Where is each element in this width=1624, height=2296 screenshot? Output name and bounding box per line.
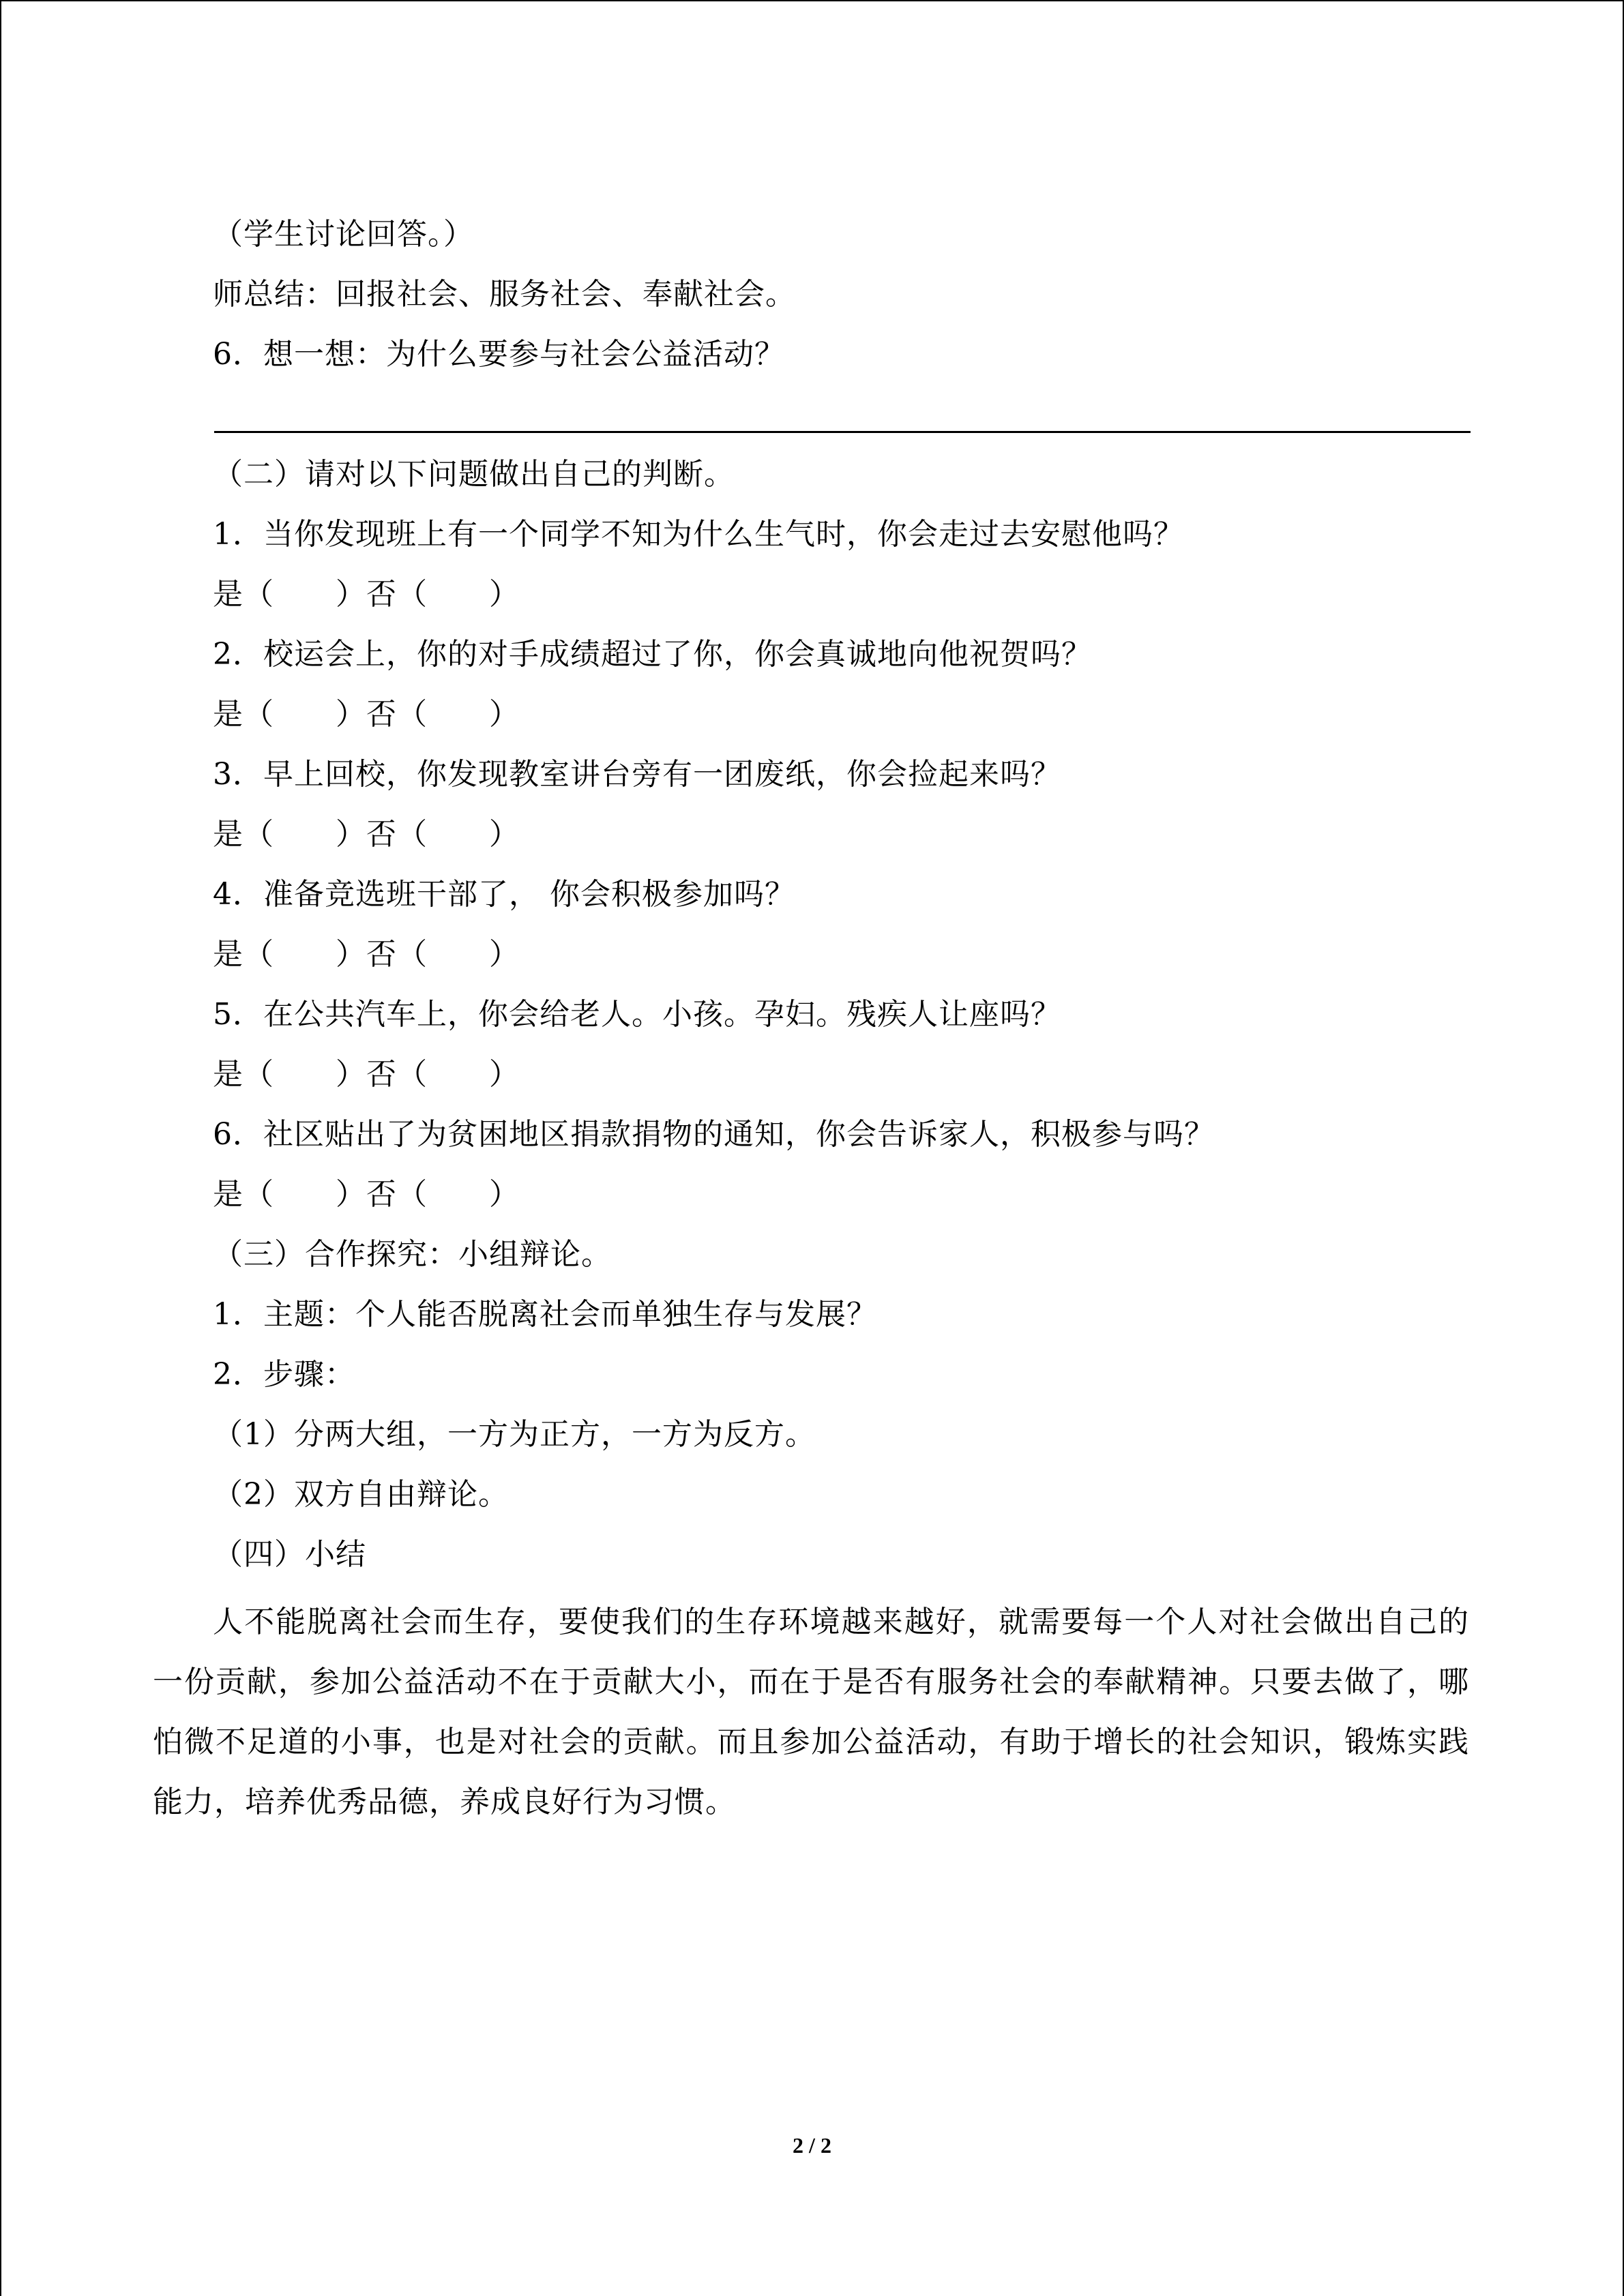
summary-paragraph: 人不能脱离社会而生存，要使我们的生存环境越来越好，就需要每一个人对社会做出自己的一份贡献，参加公益活动不在于贡献大小，而在于是否有服务社会的奉献精神。只要去做了，哪怕微不足道的小事，也是对社会的贡献。而且参加公益活动，有助于增长的社会知识，锻炼实践能力，培养优秀品德，养成良好行为习惯。 [153, 1605, 1469, 1819]
judgement-question-2: 2．校运会上，你的对手成绩超过了你，你会真诚地向他祝贺吗？ [213, 637, 1092, 672]
debate-step-2: （2）双方自由辩论。 [213, 1477, 509, 1512]
judgement-question-3: 3．早上回校，你发现教室讲台旁有一团废纸，你会捡起来吗？ [213, 757, 1061, 792]
yes-no-answer-5: 是（ ）否（ ） [213, 1057, 520, 1092]
debate-topic: 1．主题：个人能否脱离社会而单独生存与发展？ [213, 1297, 877, 1332]
judgement-question-4: 4．准备竞选班干部了， 你会积极参加吗？ [213, 877, 795, 912]
yes-no-answer-3: 是（ ）否（ ） [213, 817, 520, 852]
judgement-question-5: 5．在公共汽车上，你会给老人。小孩。孕妇。残疾人让座吗？ [213, 997, 1061, 1032]
yes-no-answer-6: 是（ ）否（ ） [213, 1177, 520, 1212]
judgement-question-1: 1．当你发现班上有一个同学不知为什么生气时，你会走过去安慰他吗？ [213, 517, 1184, 552]
yes-no-answer-1: 是（ ）否（ ） [213, 577, 520, 612]
section-heading-3: （三）合作探究：小组辩论。 [213, 1237, 612, 1272]
judgement-question-6: 6．社区贴出了为贫困地区捐款捐物的通知，你会告诉家人，积极参与吗？ [213, 1117, 1215, 1152]
yes-no-answer-4: 是（ ）否（ ） [213, 937, 520, 972]
debate-steps-heading: 2．步骤： [213, 1357, 355, 1392]
page-number: 2 / 2 [793, 2133, 831, 2158]
yes-no-answer-2: 是（ ）否（ ） [213, 697, 520, 732]
section-heading-2: （二）请对以下问题做出自己的判断。 [213, 457, 735, 492]
answer-line [214, 431, 1471, 433]
debate-step-1: （1）分两大组，一方为正方，一方为反方。 [213, 1417, 816, 1452]
teacher-summary: 师总结：回报社会、服务社会、奉献社会。 [213, 277, 796, 312]
section-heading-4: （四）小结 [213, 1537, 366, 1572]
discussion-note: （学生讨论回答。） [213, 217, 474, 252]
question-think: 6．想一想：为什么要参与社会公益活动？ [213, 337, 785, 372]
